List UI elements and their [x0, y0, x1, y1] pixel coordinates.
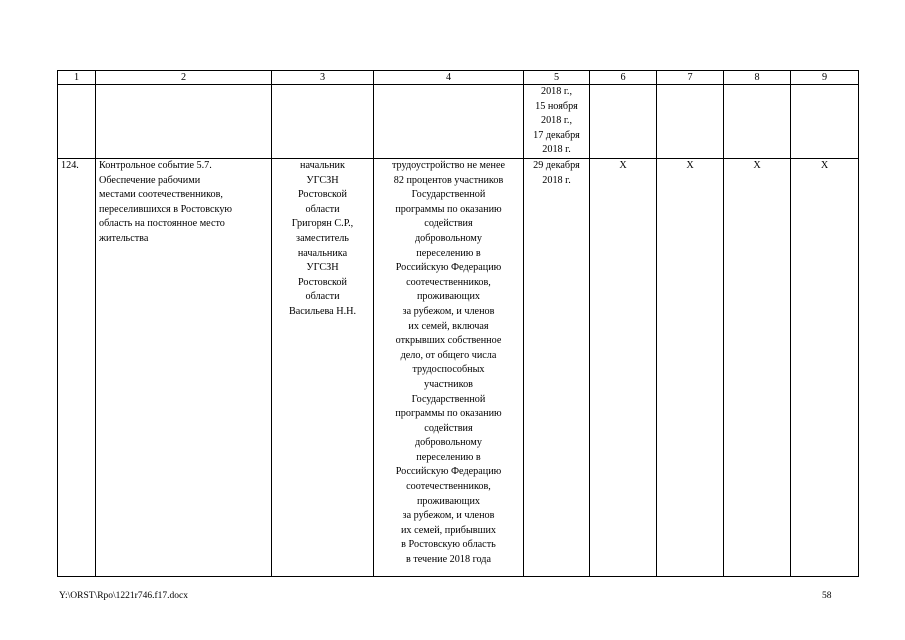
cont-cell-responsible — [272, 85, 374, 159]
mark-cell-8: X — [724, 159, 791, 577]
control-event-cell — [96, 159, 272, 577]
cont-cell-9 — [791, 85, 859, 159]
mark-cell-7: X — [657, 159, 724, 577]
cont-cell-date — [524, 85, 590, 159]
continuation-row — [58, 85, 859, 159]
result-cell — [374, 159, 524, 577]
header-cell-3: 3 — [272, 71, 374, 85]
row-number: 124. — [58, 159, 96, 577]
date-cell — [524, 159, 590, 577]
header-cell-9: 9 — [791, 71, 859, 85]
result-text: трудоустройство не менее 82 процентов участников Государственной программы по оказанию содействия добровольному переселению в Российскую Федерацию соотечественников, проживающих за рубежом, и членов их семей, включая открывших собственное дело, от общего числа трудоспособных участников Государственной программы по оказанию содействия добровольному переселению в Российскую Федерацию соотечественников, проживающих за рубежом, и членов их семей, прибывших в Ростовскую область в течение 2018 года — [391, 160, 506, 566]
header-cell-2: 2 — [96, 71, 272, 85]
mark-cell-6: X — [590, 159, 657, 577]
cont-cell-8 — [724, 85, 791, 159]
page-number: 58 — [822, 591, 832, 601]
cont-cell-result — [374, 85, 524, 159]
cont-cell-num — [58, 85, 96, 159]
header-cell-1: 1 — [58, 71, 96, 85]
responsible-cell — [272, 159, 374, 577]
plan-table — [57, 70, 859, 577]
date-text: 29 декабря 2018 г. — [533, 160, 580, 186]
header-row — [58, 71, 859, 85]
responsible-text: начальник УГСЗН Ростовской области Григорян С.Р., заместитель начальника УГСЗН Ростовской области Васильева Н.Н. — [288, 160, 357, 317]
cont-cell-event — [96, 85, 272, 159]
header-cell-8: 8 — [724, 71, 791, 85]
cont-cell-7 — [657, 85, 724, 159]
header-cell-6: 6 — [590, 71, 657, 85]
header-cell-4: 4 — [374, 71, 524, 85]
cont-cell-6 — [590, 85, 657, 159]
header-cell-7: 7 — [657, 71, 724, 85]
mark-cell-9: X — [791, 159, 859, 577]
table-row — [58, 159, 859, 577]
control-event-text: Контрольное событие 5.7. Обеспечение рабочими местами соотечественников, переселившихся в Ростовскую область на постоянное место жительства — [99, 160, 233, 244]
header-cell-5: 5 — [524, 71, 590, 85]
file-path: Y:\ORST\Rpo\1221r746.f17.docx — [59, 591, 188, 601]
cont-date-text: 2018 г., 15 ноября 2018 г., 17 декабря 2018 г. — [533, 86, 580, 156]
